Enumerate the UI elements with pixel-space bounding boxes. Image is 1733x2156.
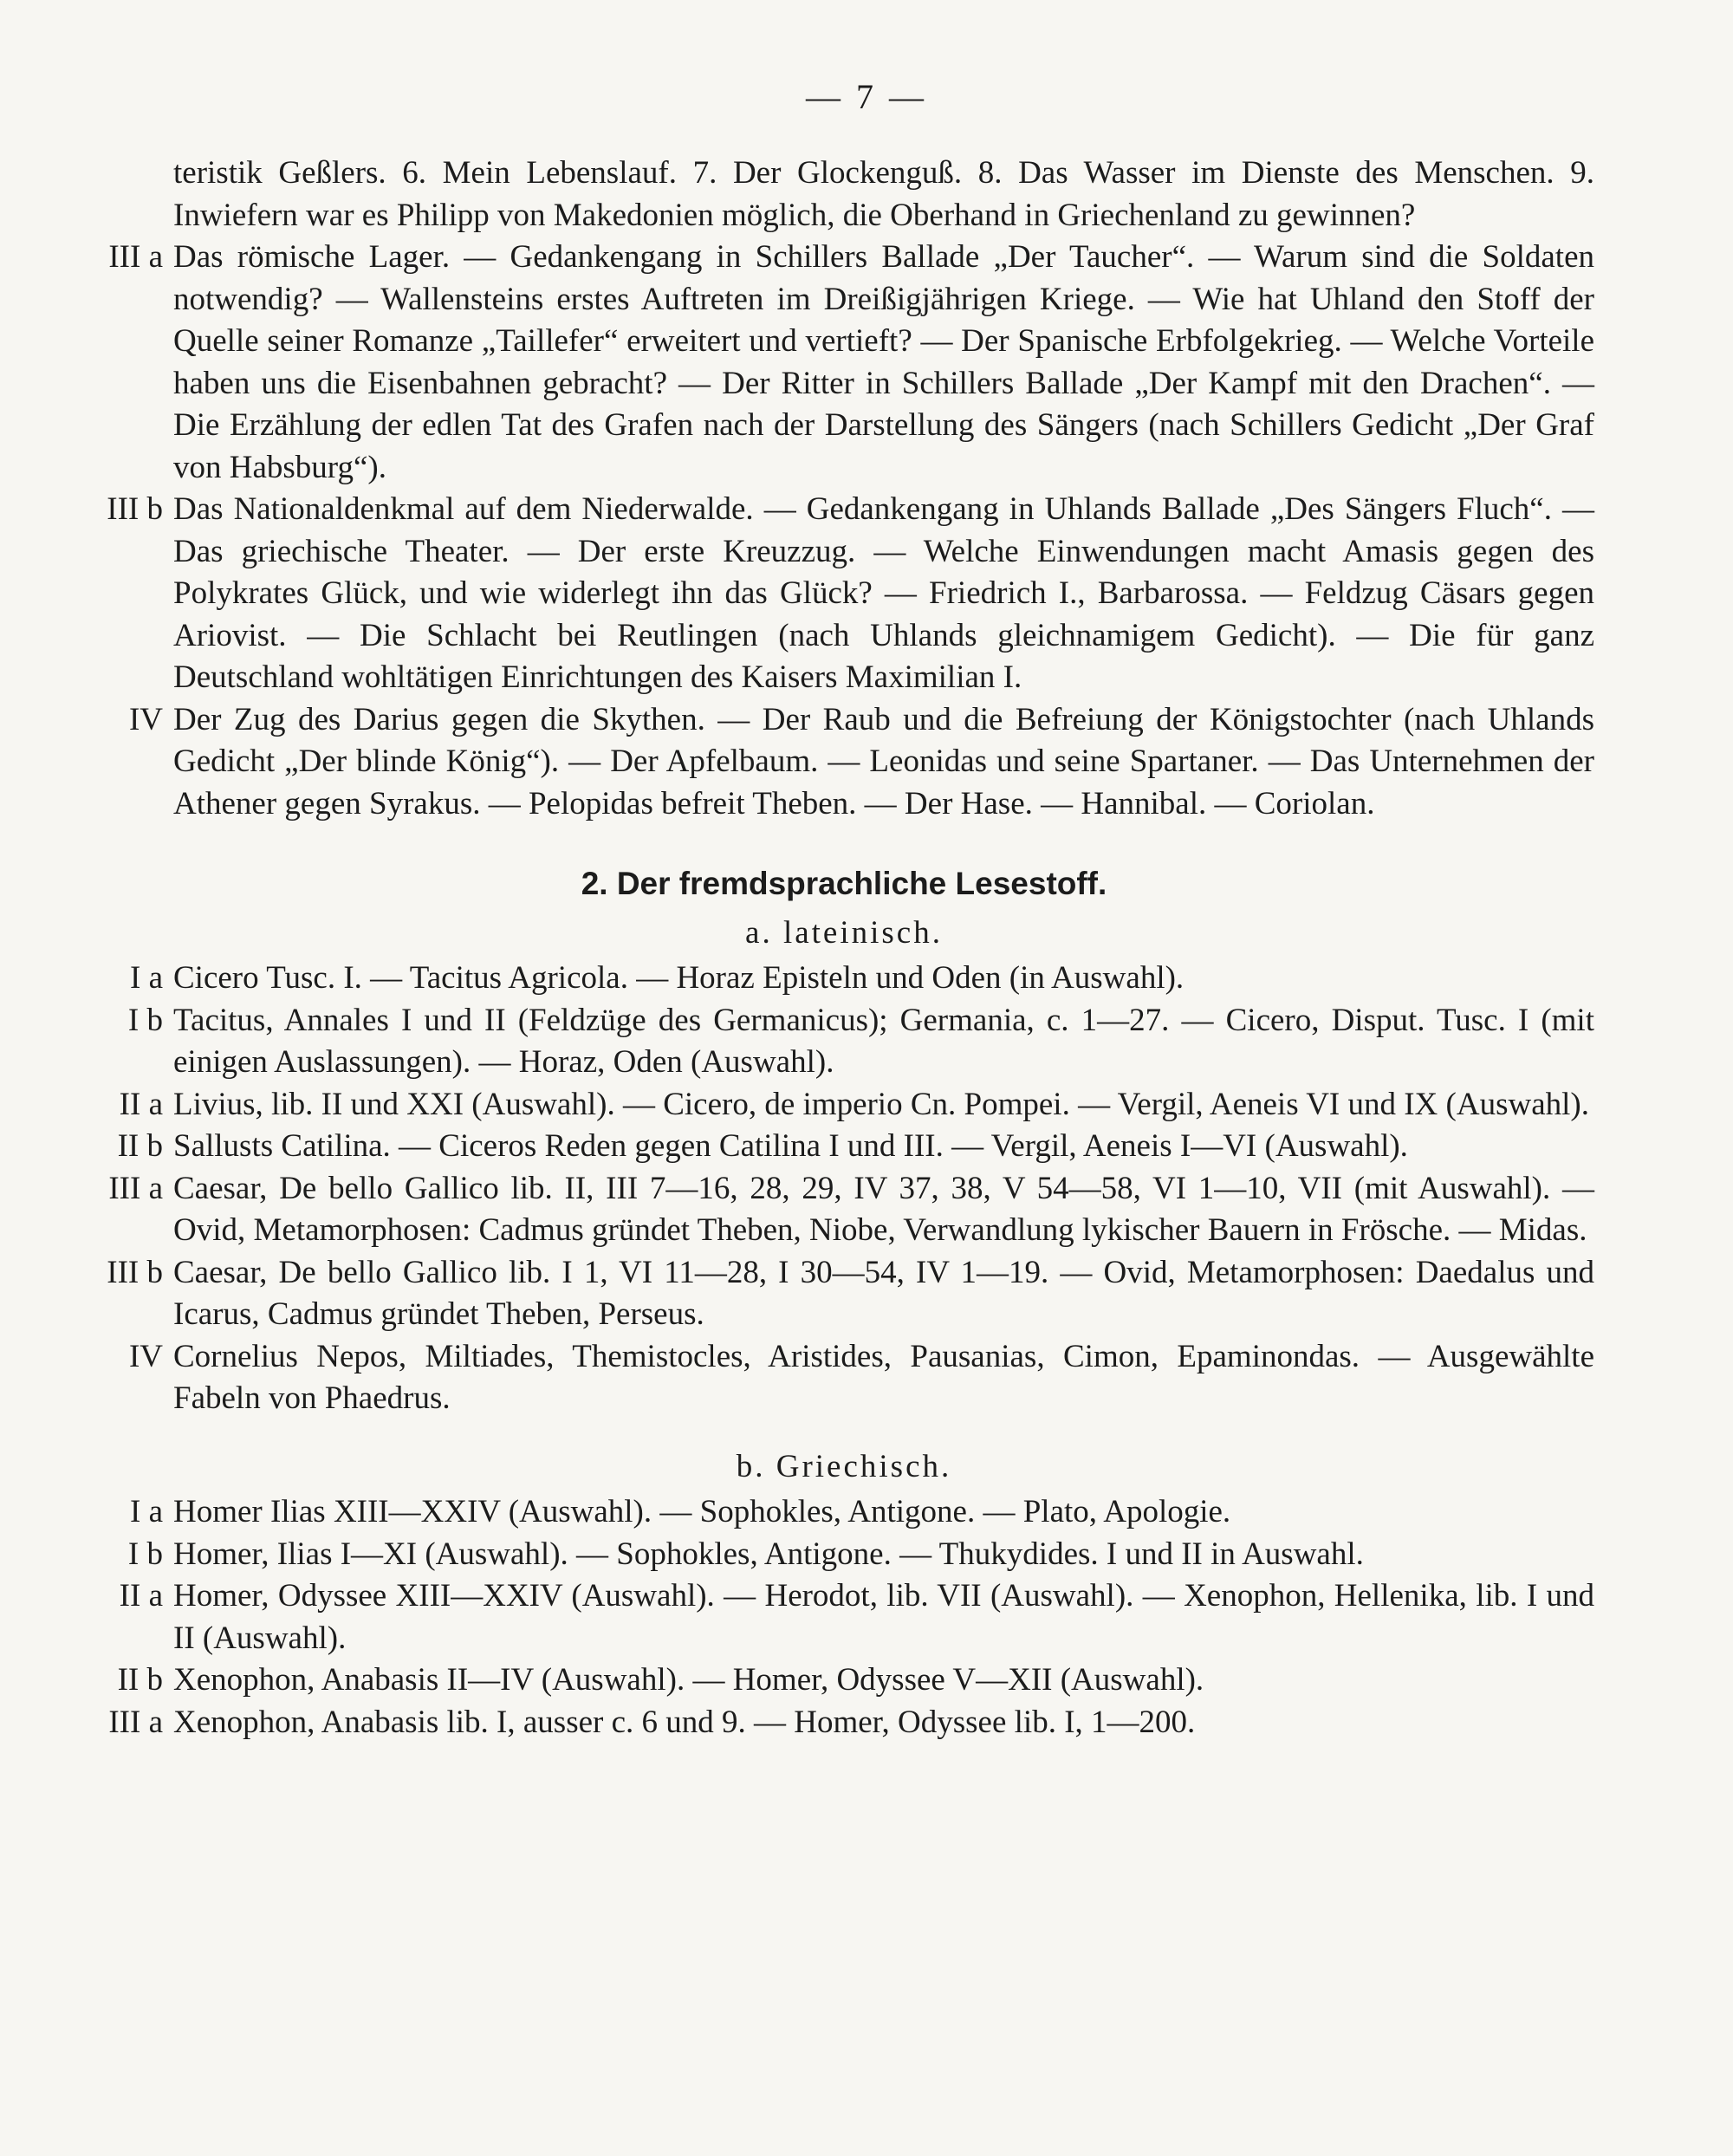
page-number: — 7 — [806, 77, 927, 116]
essay-entry-iv [94, 699, 1594, 826]
entry-text: Livius, lib. II und XXI (Auswahl). — Cicero, de imperio Cn. Pompei. — Vergil, Aeneis VI und IX (Auswahl). [173, 1086, 1589, 1122]
class-label: IV [128, 1338, 163, 1374]
greek-entry-ib [94, 1534, 1594, 1576]
page-content [94, 153, 1594, 1744]
class-label: III b [107, 1254, 163, 1290]
entry-text: Der Zug des Darius gegen die Skythen. — Der Raub und die Befreiung der Königstochter (nach Uhlands Gedicht „Der blinde König“). — Der Apfelbaum. — Leonidas und seine Spartaner. — Das Unternehmen der Athener gegen Syrakus. — Pelopidas befreit Theben. — Der Hase. — Hannibal. — Coriolan. [173, 701, 1594, 821]
class-label: III a [108, 1704, 163, 1740]
class-label: III a [108, 1170, 163, 1206]
entry-text: Cornelius Nepos, Miltiades, Themistocles, Aristides, Pausanias, Cimon, Epaminondas. — Ausgewählte Fabeln von Phaedrus. [173, 1338, 1594, 1416]
latin-entry-iib [94, 1126, 1594, 1168]
entry-text: Caesar, De bello Gallico lib. II, III 7—16, 28, 29, IV 37, 38, V 54—58, VI 1—10, VII (mit Auswahl). — Ovid, Metamorphosen: Cadmus gründet Theben, Niobe, Verwandlung lykischer Bauern in Frösche. — Midas. [173, 1170, 1594, 1248]
class-label: II a [119, 1086, 163, 1122]
latin-entry-ib [94, 1000, 1594, 1084]
class-label: III a [108, 239, 163, 275]
entry-text: Xenophon, Anabasis II—IV (Auswahl). — Homer, Odyssee V—XII (Auswahl). [173, 1662, 1204, 1698]
latin-subtitle: a. lateinisch. [745, 914, 943, 951]
class-label: IV [128, 701, 163, 737]
entry-text: Das Nationaldenkmal auf dem Niederwalde. — Gedankengang in Uhlands Ballade „Des Sängers Fluch“. — Das griechische Theater. — Der erste Kreuzzug. — Welche Einwendungen macht Amasis gegen des Polykrates Glück, und wie widerlegt ihn das Glück? — Friedrich I., Barbarossa. — Feldzug Cäsars gegen Ariovist. — Die Schlacht bei Reutlingen (nach Uhlands gleichnamigem Gedicht). — Die für ganz Deutschland wohltätigen Einrichtungen des Kaisers Maximilian I. [173, 491, 1594, 695]
entry-text: Xenophon, Anabasis lib. I, ausser c. 6 und 9. — Homer, Odyssee lib. I, 1—200. [173, 1704, 1196, 1740]
greek-entry-iia [94, 1575, 1594, 1659]
entry-text: Homer, Ilias I—XI (Auswahl). — Sophokles, Antigone. — Thukydides. I und II in Auswahl. [173, 1536, 1364, 1572]
entry-text: Das römische Lager. — Gedankengang in Schillers Ballade „Der Taucher“. — Warum sind die Soldaten notwendig? — Wallensteins erstes Auftreten im Dreißigjährigen Kriege. — Wie hat Uhland den Stoff der Quelle seiner Romanze „Taillefer“ erweitert und vertieft? — Der Spanische Erbfolgekrieg. — Welche Vorteile haben uns die Eisenbahnen gebracht? — Der Ritter in Schillers Ballade „Der Kampf mit den Drachen“. — Die Erzählung der edlen Tat des Grafen nach der Darstellung des Sängers (nach Schillers Gedicht „Der Graf von Habsburg“). [173, 239, 1594, 485]
class-label: II a [119, 1578, 163, 1614]
latin-entry-iiib [94, 1252, 1594, 1336]
class-label: II b [117, 1128, 163, 1164]
class-label: I a [130, 960, 163, 996]
class-label: II b [117, 1662, 163, 1698]
greek-entry-ia [94, 1491, 1594, 1534]
continuation-paragraph: teristik Geßlers. 6. Mein Lebenslauf. 7. Der Glockenguß. 8. Das Wasser im Dienste des Menschen. 9. Inwiefern war es Philipp von Makedonien möglich, die Oberhand in Griechenland zu gewinnen? [173, 155, 1594, 233]
essay-entry-iiia [94, 237, 1594, 489]
entry-text: Sallusts Catilina. — Ciceros Reden gegen Catilina I und III. — Vergil, Aeneis I—VI (Auswahl). [173, 1128, 1408, 1164]
latin-entry-iv [94, 1336, 1594, 1420]
class-label: I b [127, 1002, 163, 1038]
entry-text: Homer, Odyssee XIII—XXIV (Auswahl). — Herodot, lib. VII (Auswahl). — Xenophon, Hellenika, lib. I und II (Auswahl). [173, 1578, 1594, 1656]
essay-entry-iiib [94, 489, 1594, 699]
latin-entry-ia [94, 958, 1594, 1000]
latin-entry-iiia [94, 1168, 1594, 1252]
class-label: I b [127, 1536, 163, 1572]
class-label: I a [130, 1494, 163, 1529]
greek-subtitle: b. Griechisch. [736, 1448, 952, 1484]
entry-text: Homer Ilias XIII—XXIV (Auswahl). — Sophokles, Antigone. — Plato, Apologie. [173, 1494, 1231, 1529]
class-label: III b [107, 491, 163, 527]
entry-text: Caesar, De bello Gallico lib. I 1, VI 11—28, I 30—54, IV 1—19. — Ovid, Metamorphosen: Daedalus und Icarus, Cadmus gründet Theben, Perseus. [173, 1254, 1594, 1332]
section-title: 2. Der fremdsprachliche Lesestoff. [581, 866, 1107, 901]
greek-entry-iib [94, 1659, 1594, 1702]
latin-entry-iia [94, 1084, 1594, 1127]
entry-text: Tacitus, Annales I und II (Feldzüge des Germanicus); Germania, c. 1—27. — Cicero, Disput. Tusc. I (mit einigen Auslassungen). — Horaz, Oden (Auswahl). [173, 1002, 1594, 1080]
entry-text: Cicero Tusc. I. — Tacitus Agricola. — Horaz Episteln und Oden (in Auswahl). [173, 960, 1185, 996]
greek-entry-iiia [94, 1702, 1594, 1744]
